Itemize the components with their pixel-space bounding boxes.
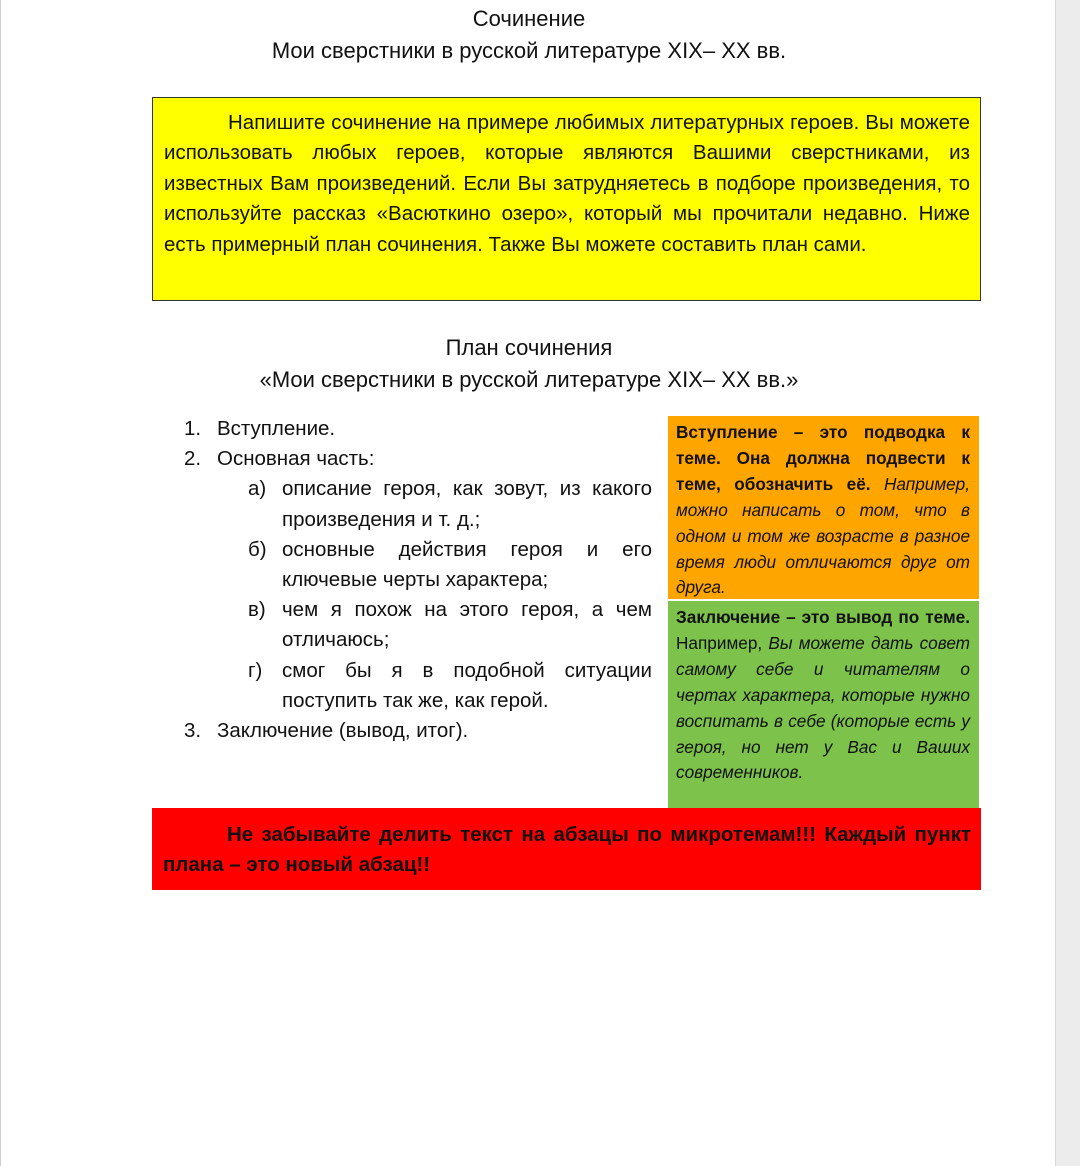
reminder-text: Не забывайте делить текст на абзацы по микротемам!!! Каждый пункт плана – это новый абзац!! <box>163 823 971 877</box>
assignment-text: Напишите сочинение на примере любимых литературных героев. Вы можете использовать любых героев, которые являются Вашими сверстниками, из известных Вам произведений. Если Вы затрудняетесь в подборе произведения, то используйте рассказ «Васюткино озеро», который мы прочитали недавно. Ниже есть примерный план сочинения. Также Вы можете составить план сами. <box>164 111 970 256</box>
intro-note-box <box>668 416 979 599</box>
plan-subitem-text: основные действия героя и его ключевые черты характера; <box>282 537 652 592</box>
assignment-box <box>152 97 981 301</box>
document-subtitle: Мои сверстники в русской литературе XIX– XX вв. <box>271 38 787 63</box>
plan-sublist <box>248 474 652 716</box>
reminder-box <box>152 808 981 890</box>
plan-subitem-letter: б) <box>248 537 267 561</box>
plan-item-label: Заключение (вывод, итог). <box>217 719 469 743</box>
plan-item-number: 2. <box>184 447 202 471</box>
plan-subitem-text: смог бы я в подобной ситуации поступить так же, как герой. <box>282 658 652 712</box>
plan-item-number: 3. <box>184 719 202 743</box>
plan-subitem-letter: в) <box>248 598 266 622</box>
plan-item <box>184 716 652 746</box>
conclusion-note-example: Вы можете дать совет самому себе и читателям о чертах характера, которые нужно воспитать в себе (которые есть у героя, но нет у Вас и Ваших современников. <box>676 632 970 783</box>
plan-subitem <box>248 474 652 534</box>
plan-subitem-text: описание героя, как зовут, из какого произведения и т. д.; <box>282 477 652 531</box>
plan-subitem <box>248 656 652 716</box>
intro-note-example: Например, можно написать о том, что в одном и том же возрасте в разное время люди отличаются друг от друга. <box>676 473 970 598</box>
plan-subitem-letter: г) <box>248 658 263 682</box>
plan-subitem <box>248 535 652 595</box>
conclusion-note-lead: Например, <box>676 632 763 653</box>
document-title: Сочинение <box>472 6 586 31</box>
plan-subitem-letter: а) <box>248 477 267 501</box>
plan-item-number: 1. <box>184 417 202 440</box>
plan-item-label: Вступление. <box>217 417 336 440</box>
plan-list <box>184 414 652 746</box>
plan-subitem <box>248 595 652 655</box>
plan-heading: План сочинения <box>445 335 613 360</box>
plan-item <box>184 444 652 716</box>
intro-note-definition: Вступление – это подводка к теме. Она должна подвести к теме, обозначить её. <box>676 422 970 494</box>
conclusion-note-box <box>668 601 979 808</box>
plan-item <box>184 414 652 444</box>
conclusion-note-definition: Заключение – это вывод по теме. <box>676 607 970 627</box>
plan-subheading: «Мои сверстники в русской литературе XIX– XX вв.» <box>259 367 799 392</box>
plan-item-label: Основная часть: <box>217 447 375 471</box>
plan-subitem-text: чем я похож на этого героя, а чем отличаюсь; <box>282 598 652 652</box>
